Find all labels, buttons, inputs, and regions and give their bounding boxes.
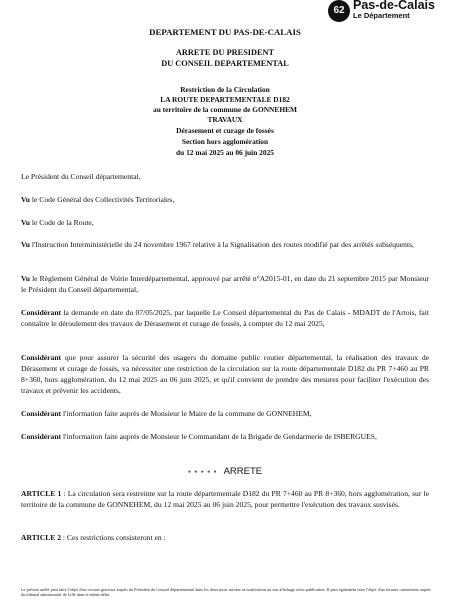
considerant-label: Considérant bbox=[21, 353, 62, 362]
arrete-heading-text: ARRETE bbox=[223, 466, 263, 477]
article-1 bbox=[21, 489, 429, 511]
article-text: : Ces restrictions consisteront en : bbox=[61, 533, 166, 542]
considerant-text: l'information faite auprès de Monsieur le Commandant de la Brigade de Gendarmerie de ISBERGUES, bbox=[61, 432, 377, 441]
subject-line: Dérasement et curage de fossés bbox=[176, 126, 274, 135]
subject-line: au territoire de la commune de GONNEHEM bbox=[153, 105, 297, 114]
department-heading: DEPARTEMENT DU PAS-DE-CALAIS bbox=[149, 27, 301, 37]
arrete-title-line2: DU CONSEIL DEPARTEMENTAL bbox=[161, 59, 289, 68]
ornament-dots: ● ● ● ● ● bbox=[187, 468, 218, 475]
considerant-label: Considérant bbox=[21, 409, 62, 418]
subject-line: du 12 mai 2025 au 06 juin 2025 bbox=[176, 148, 274, 157]
vu-text: le Code de la Route, bbox=[30, 218, 94, 227]
vu-paragraph bbox=[21, 195, 429, 206]
logo-name: Pas-de-Calais bbox=[353, 0, 435, 12]
president-line: Le Président du Conseil départemental, bbox=[21, 172, 141, 181]
legal-footer: Le présent arrêté peut faire l'objet d'un recours gracieux auprès du Président du Conseil départemental dans les deux mois suivant sa notification ou son affichage et/ou publication. Il peut également faire l'objet d'un recours contentieux auprès du tribunal administratif de Lille dans le même délai. bbox=[21, 587, 431, 598]
subject-line: Restriction de la Circulation bbox=[180, 85, 270, 94]
considerant-paragraph bbox=[21, 409, 429, 420]
vu-label: Vu bbox=[21, 195, 31, 204]
article-label: ARTICLE 1 bbox=[21, 489, 62, 498]
considerant-text: l'information faite auprès de Monsieur le Maire de la commune de GONNEHEM, bbox=[61, 409, 312, 418]
considerant-text: que pour assurer la sécurité des usagers du domaine public routier départemental, la réalisation des travaux de Dérasement et curage de fossés, va nécessiter une restriction de la circulation sur la route départementale D182 du PR 7+460 au PR 8+360, hors agglomération, du 12 mai 2025 au 06 juin 2025, et qu'il convient de prendre des mesures pour faciliter l'exécution des travaux et prévenir les accidents, bbox=[21, 353, 429, 395]
vu-label: Vu bbox=[21, 240, 31, 249]
vu-label: Vu bbox=[21, 218, 31, 227]
considerant-label: Considérant bbox=[21, 432, 62, 441]
logo-subtitle: Le Département bbox=[353, 11, 410, 20]
logo-number-badge: 62 bbox=[328, 0, 350, 22]
considerant-paragraph bbox=[21, 432, 429, 443]
vu-label: Vu bbox=[21, 274, 31, 283]
vu-text: le Code Général des Collectivités Territoriales, bbox=[30, 195, 175, 204]
subject-line: Section hors agglomération bbox=[181, 137, 269, 146]
considerant-label: Considérant bbox=[21, 308, 62, 317]
vu-paragraph bbox=[21, 274, 429, 296]
vu-paragraph bbox=[21, 240, 429, 251]
article-2 bbox=[21, 533, 429, 544]
arrete-title-line1: ARRETE DU PRESIDENT bbox=[175, 48, 275, 57]
considerant-paragraph bbox=[21, 353, 429, 397]
article-label: ARTICLE 2 bbox=[21, 533, 62, 542]
subject-line: TRAVAUX bbox=[207, 115, 243, 124]
article-text: : La circulation sera restreinte sur la route départementale D182 du PR 7+460 au PR 8+360, hors agglomération, sur le territoire de la commune de GONNEHEM, du 12 mai 2025 au 06 juin 2025, pour permettre l'exécution des travaux susvisés. bbox=[21, 489, 429, 509]
vu-text: le Règlement Général de Voirie Interdépartemental, approuvé par arrêté n°A2015-01, en date du 21 septembre 2015 par Monsieur le Président du Conseil départemental, bbox=[21, 274, 429, 294]
considerant-paragraph bbox=[21, 308, 429, 330]
department-logo bbox=[328, 0, 450, 22]
considerant-text: la demande en date du 07/05/2025, par laquelle Le Conseil départemental du Pas de Calais - MDADT de l'Artois, fait connaître le déroulement des travaux de Dérasement et curage de fossés, à compter du 12 mai 2025, bbox=[21, 308, 429, 328]
arrete-heading bbox=[0, 466, 450, 477]
subject-line: LA ROUTE DEPARTEMENTALE D182 bbox=[160, 95, 290, 104]
vu-text: l'Instruction Interministérielle du 24 novembre 1967 relative à la Signalisation des routes modifié par des arrêtés subséquents, bbox=[30, 240, 414, 249]
vu-paragraph bbox=[21, 218, 429, 229]
